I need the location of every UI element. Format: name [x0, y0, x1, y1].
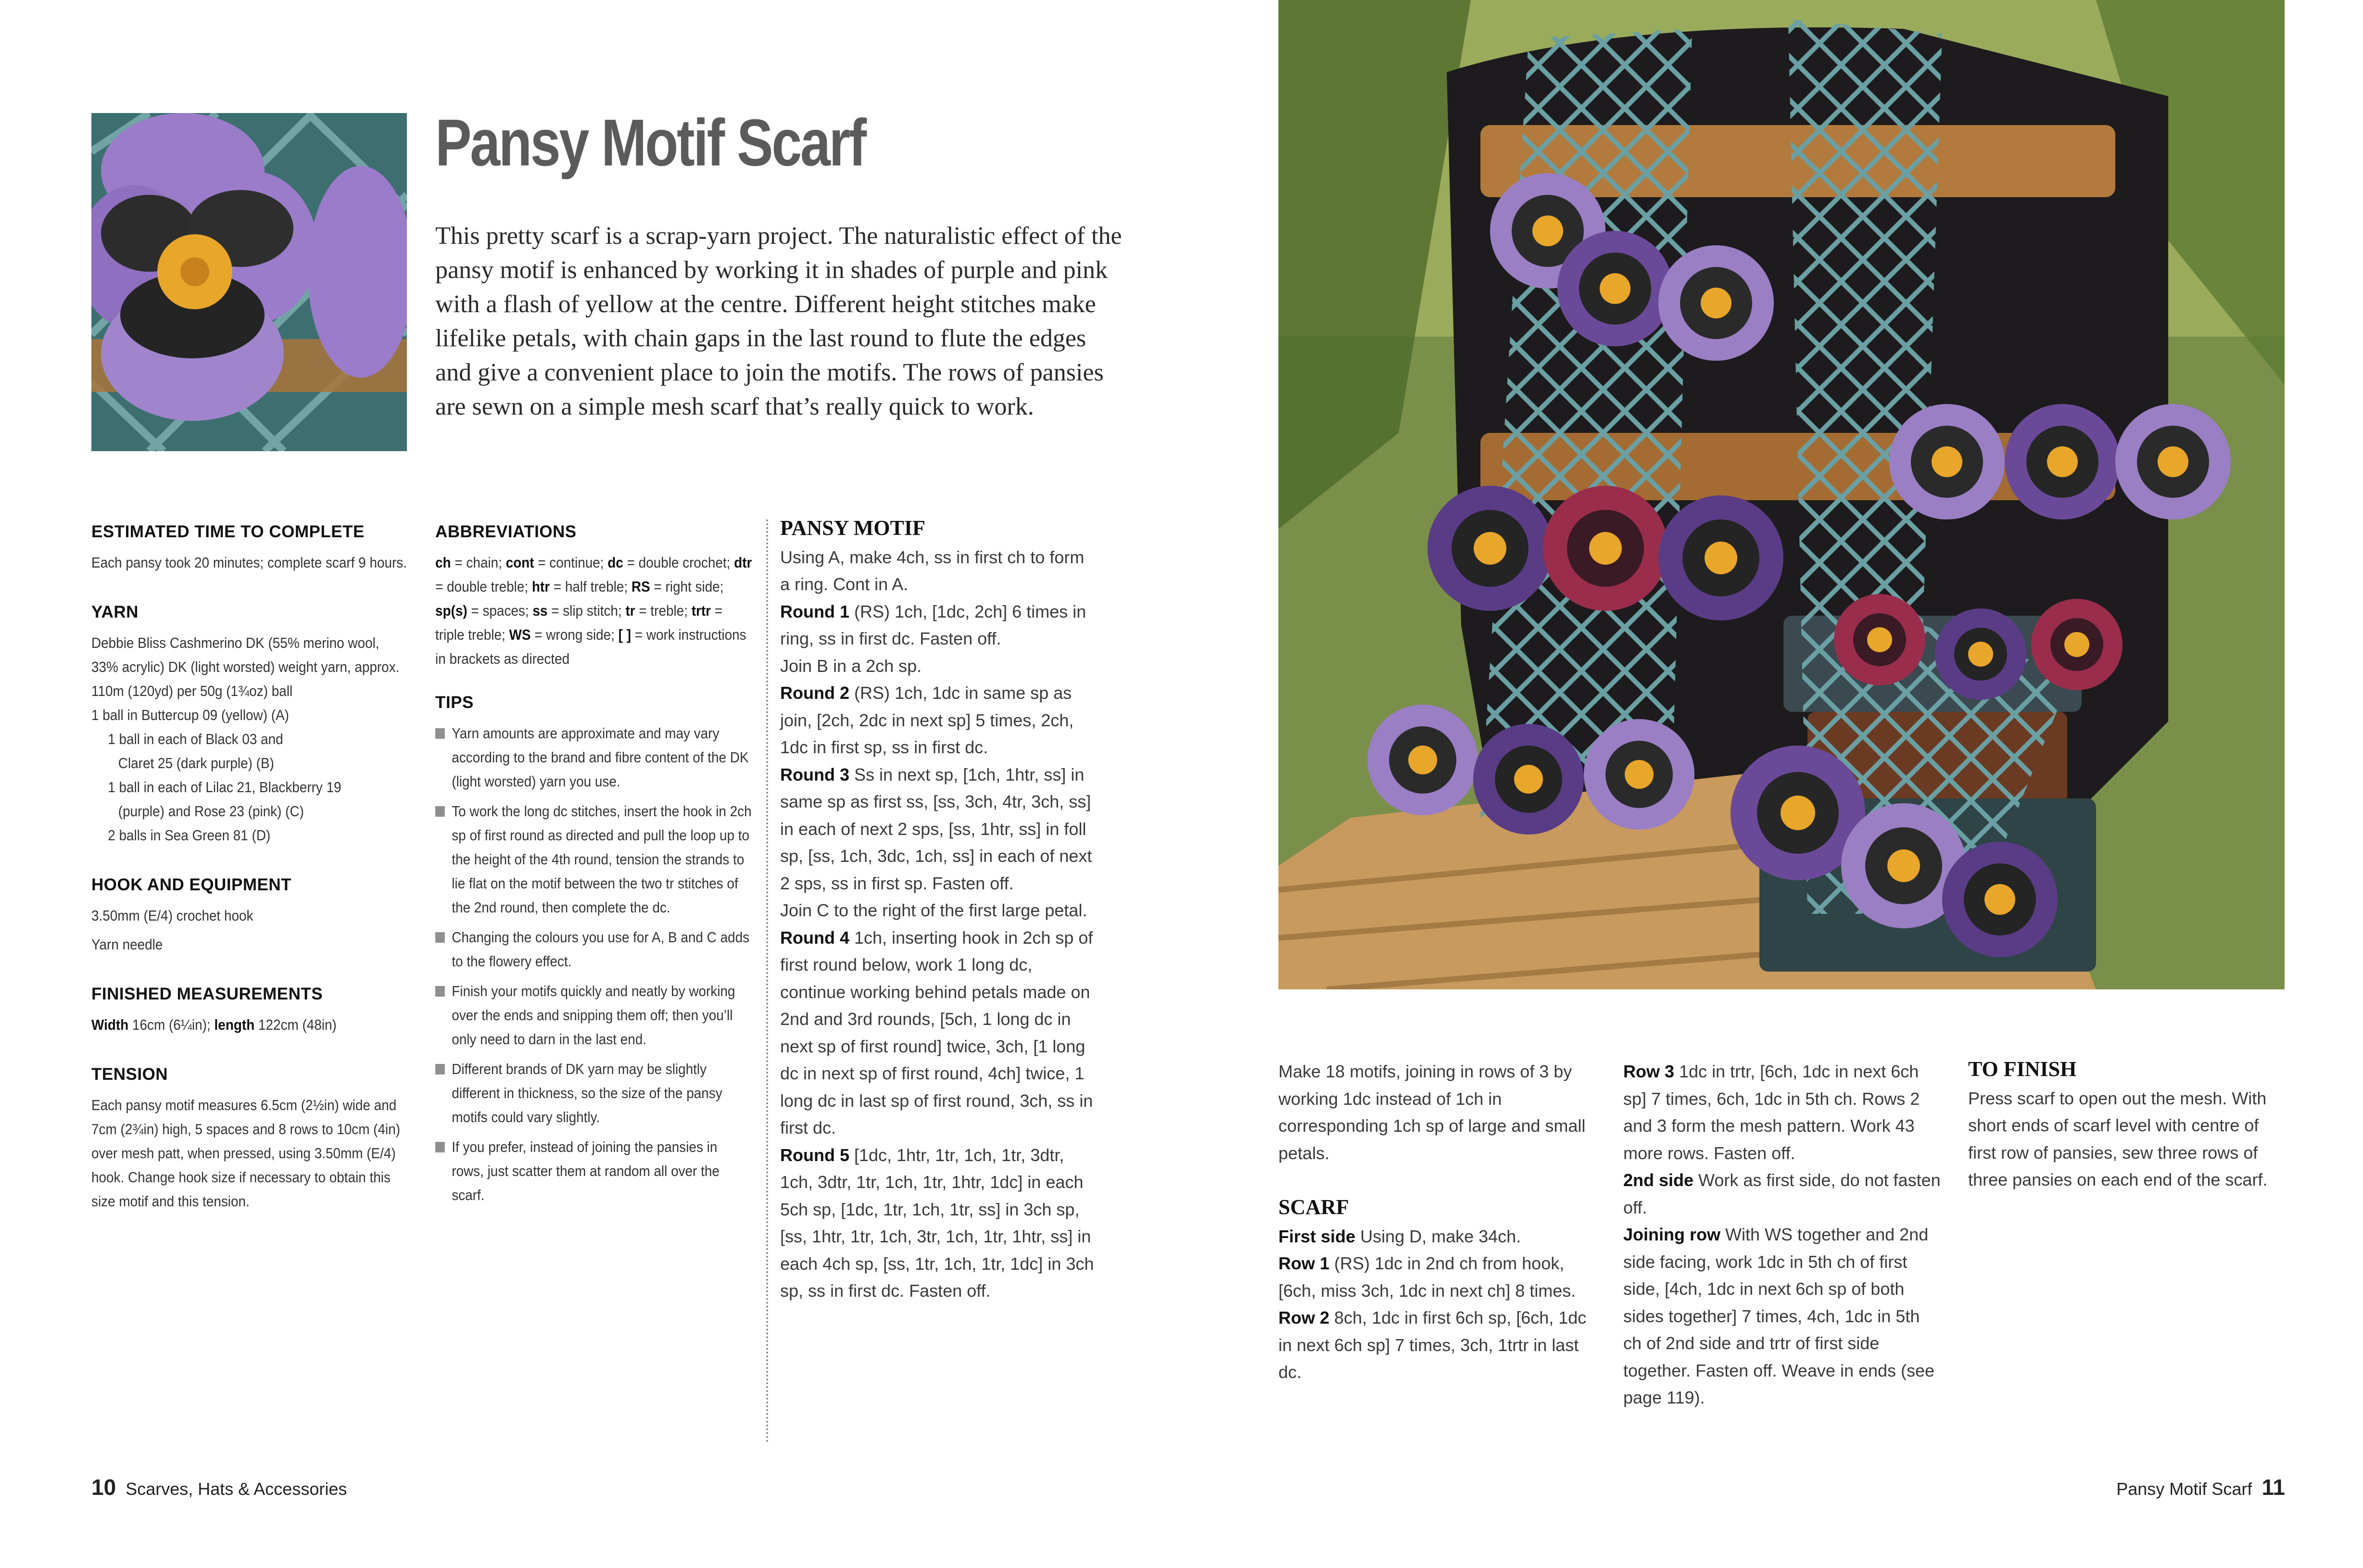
column-to-finish: [1968, 1056, 2286, 1194]
bullet-square-icon: [435, 728, 445, 739]
scarf-photo: [1278, 0, 2285, 989]
to-finish-heading: TO FINISH: [1968, 1057, 2077, 1081]
yarn-heading: YARN: [91, 603, 139, 621]
tip-item: If you prefer, instead of joining the pansies in rows, just scatter them at random all over the scarf.: [435, 1135, 752, 1207]
bullet-square-icon: [435, 1142, 445, 1152]
scarf-second-side: 2nd side Work as first side, do not fasten off.: [1623, 1170, 1941, 1217]
yarn-item: Claret 25 (dark purple) (B): [118, 755, 274, 771]
column-requirements: [91, 519, 409, 1239]
motif-round-2: Round 2 (RS) 1ch, 1dc in same sp as join, [2ch, 2dc in next sp] 5 times, 2ch, 1dc in first sp, ss in first dc.: [780, 683, 1074, 757]
tip-item: To work the long dc stitches, insert the hook in 2ch sp of first round as directed and pull the loop up to the height of the 4th round, tension the strands to lie flat on the motif between the two tr stitches of the 2nd round, then complete the dc.: [435, 799, 752, 920]
scarf-row-3: Row 3 1dc in trtr, [6ch, 1dc in next 6ch sp] 7 times, 6ch, 1dc in 5th ch. Rows 2 and 3 form the mesh pattern. Work 43 more rows. Fasten off.: [1623, 1062, 1920, 1163]
motif-join-b: Join B in a 2ch sp.: [780, 656, 922, 676]
measurements-text: Width 16cm (6¼in); length 122cm (48in): [91, 1016, 337, 1033]
pansy-closeup-photo: [91, 113, 407, 451]
left-folio: [91, 1474, 347, 1500]
bullet-square-icon: [435, 806, 445, 817]
page-number: 11: [2262, 1475, 2285, 1500]
page-number: 10: [91, 1475, 116, 1500]
bullet-square-icon: [435, 986, 445, 997]
bullet-square-icon: [435, 1064, 445, 1075]
scarf-heading: SCARF: [1278, 1195, 1349, 1219]
tips-list: [435, 721, 752, 1207]
running-title: Pansy Motif Scarf: [2116, 1479, 2252, 1499]
tip-item: Yarn amounts are approximate and may vary according to the brand and fibre content of the DK (light worsted) yarn you use.: [435, 721, 752, 794]
scarf-first-side: First side Using D, make 34ch.: [1278, 1226, 1521, 1246]
column-abbreviations-tips: [435, 519, 753, 1232]
column-scarf-a: [1278, 1058, 1596, 1386]
column-scarf-b: [1623, 1058, 1941, 1412]
yarn-item: (purple) and Rose 23 (pink) (C): [118, 803, 304, 820]
abbreviations-text: ch = chain; cont = continue; dc = double crochet; dtr = double treble; htr = half treble; RS = right side; sp(s) = spaces; ss = slip stitch; tr = treble; trtr = triple treble; WS = wrong side; [ ] = work instructions in brackets as directed: [435, 554, 752, 667]
motif-round-1: Round 1 (RS) 1ch, [1dc, 2ch] 6 times in ring, ss in first dc. Fasten off.: [780, 601, 1087, 648]
estimated-time-text: Each pansy took 20 minutes; complete scarf 9 hours.: [91, 554, 407, 571]
estimated-time-heading: ESTIMATED TIME TO COMPLETE: [91, 522, 365, 541]
tips-heading: TIPS: [435, 693, 474, 712]
motif-round-5: Round 5 [1dc, 1htr, 1tr, 1ch, 1tr, 3dtr, 1ch, 3dtr, 1tr, 1ch, 1tr, 1htr, 1dc] in each 5ch sp, [1dc, 1tr, 1ch, 1tr, ss] in 3ch sp, [ss, 1htr, 1tr, 1ch, 3tr, 1ch, 1tr, 1htr, ss] in each 4ch sp, [ss, 1tr, 1ch, 1tr, 1dc] in 3ch sp, ss in first dc. Fasten off.: [780, 1145, 1094, 1301]
measurements-heading: FINISHED MEASUREMENTS: [91, 985, 323, 1003]
yarn-item: 2 balls in Sea Green 81 (D): [108, 827, 271, 844]
hook-item: 3.50mm (E/4) crochet hook: [91, 907, 253, 924]
make-motifs-text: Make 18 motifs, joining in rows of 3 by working 1dc instead of 1ch in corresponding 1ch sp of large and small petals.: [1278, 1062, 1586, 1163]
scarf-row-2: Row 2 8ch, 1dc in first 6ch sp, [6ch, 1dc in next 6ch sp] 7 times, 3ch, 1trtr in last dc.: [1278, 1308, 1587, 1382]
motif-start: Using A, make 4ch, ss in first ch to form a ring. Cont in A.: [780, 547, 1085, 594]
motif-round-4: Round 4 1ch, inserting hook in 2ch sp of first round below, work 1 long dc, continue working behind petals made on 2nd and 3rd rounds, [5ch, 1 long dc in next sp of first round] twice, 3ch, [1 long dc in next sp of first round, 4ch] twice, 1 long dc in last sp of first round, 3ch, ss in first dc.: [780, 927, 1093, 1138]
page-title: Pansy Motif Scarf: [435, 106, 865, 180]
scarf-row-1: Row 1 (RS) 1dc in 2nd ch from hook, [6ch, miss 3ch, 1dc in next ch] 8 times.: [1278, 1253, 1576, 1301]
hook-heading: HOOK AND EQUIPMENT: [91, 875, 292, 894]
tension-heading: TENSION: [91, 1065, 168, 1084]
section-name: Scarves, Hats & Accessories: [126, 1479, 347, 1499]
to-finish-text: Press scarf to open out the mesh. With short ends of scarf level with centre of first row of pansies, sew three rows of three pansies on each end of the scarf.: [1968, 1088, 2268, 1189]
abbreviations-heading: ABBREVIATIONS: [435, 522, 577, 541]
yarn-item: 1 ball in each of Black 03 and: [108, 731, 283, 747]
yarn-intro: Debbie Bliss Cashmerino DK (55% merino wool, 33% acrylic) DK (light worsted) weight yarn, approx. 110m (120yd) per 50g (1¾oz) ball: [91, 634, 400, 699]
bullet-square-icon: [435, 932, 445, 943]
tip-item: Finish your motifs quickly and neatly by working over the ends and snipping them off; then you’ll only need to darn in the last end.: [435, 979, 752, 1051]
motif-join-c: Join C to the right of the first large petal.: [780, 900, 1087, 920]
tip-item: Different brands of DK yarn may be slightly different in thickness, so the size of the pansy motifs could vary slightly.: [435, 1057, 752, 1129]
scarf-joining-row: Joining row With WS together and 2nd side facing, work 1dc in 5th ch of first side, [4ch, 1dc in next 6ch sp of both sides together] 7 times, 4ch, 1dc in 5th ch of 2nd side and trtr of first side together. Fasten off. Weave in ends (see page 119).: [1623, 1225, 1935, 1407]
column-divider: [766, 519, 768, 1443]
hook-item: Yarn needle: [91, 936, 163, 953]
tip-item: Changing the colours you use for A, B and C adds to the flowery effect.: [435, 925, 752, 974]
intro-paragraph: This pretty scarf is a scrap-yarn project. The naturalistic effect of the pansy motif is enhanced by working it in shades of purple and pink with a flash of yellow at the centre. Different height stitches make lifelike petals, with chain gaps in the last round to flute the edges and give a convenient place to join the motifs. The rows of pansies are sewn on a simple mesh scarf that’s really quick to work.: [435, 222, 1122, 420]
yarn-list: [91, 631, 408, 847]
motif-round-3: Round 3 Ss in next sp, [1ch, 1htr, ss] in same sp as first ss, [ss, 3ch, 4tr, 3ch, ss] in each of next 2 sps, [ss, 1htr, ss] in foll sp, [ss, 1ch, 3dc, 1ch, ss] in each of next 2 sps, ss in first sp. Fasten off.: [780, 764, 1092, 893]
yarn-item: 1 ball in Buttercup 09 (yellow) (A): [91, 707, 289, 723]
pansy-motif-heading: PANSY MOTIF: [780, 516, 925, 540]
tension-text: Each pansy motif measures 6.5cm (2½in) wide and 7cm (2¾in) high, 5 spaces and 8 rows to 10cm (4in) over mesh patt, when pressed, using 3.50mm (E/4) hook. Change hook size if necessary to obtain this size motif and this tension.: [91, 1097, 401, 1210]
column-pansy-motif: [780, 515, 1098, 1305]
right-folio: [2116, 1474, 2285, 1500]
yarn-item: 1 ball in each of Lilac 21, Blackberry 19: [108, 779, 341, 796]
